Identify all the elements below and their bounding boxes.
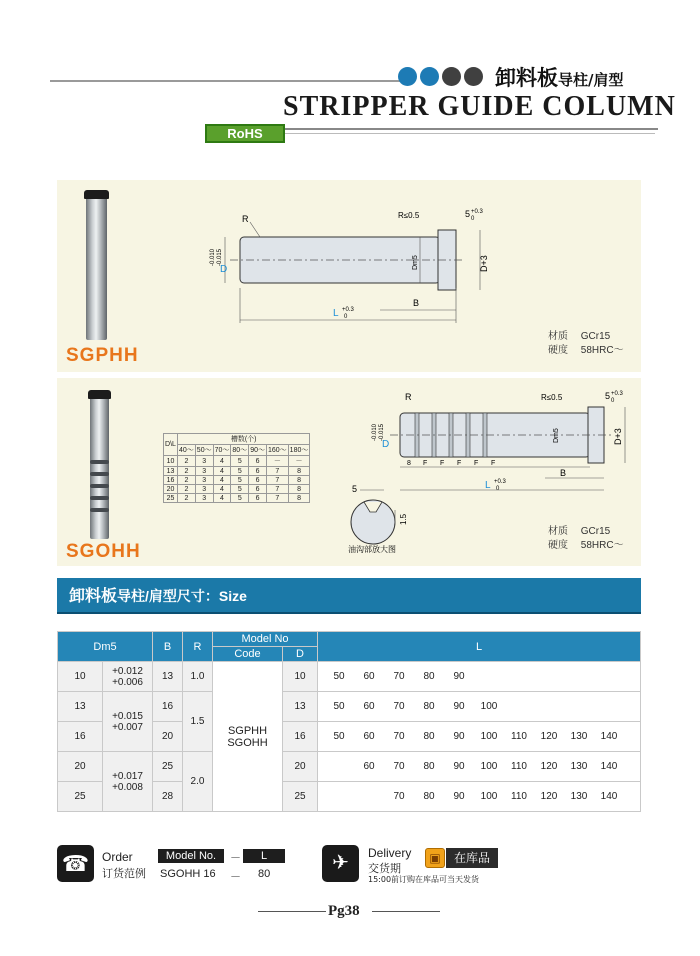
sgohh-dim-l-up: +0.3 [494, 479, 506, 485]
grv-row [164, 476, 310, 485]
dot-4 [464, 67, 483, 86]
grv-range: 40～ [178, 445, 196, 456]
sgphh-dim-d-up: -0.010 [210, 248, 216, 266]
l-value: 120 [540, 791, 558, 802]
grv-range: 180～ [288, 445, 310, 456]
order-cn: 订货范例 [102, 867, 146, 880]
cell-dm5: 20 [58, 752, 103, 782]
cell-dm5: 25 [58, 782, 103, 812]
grv-dl-header: D\L [164, 434, 178, 456]
l-value: 90 [453, 671, 465, 682]
table-row [58, 692, 641, 722]
grv-cell: 7 [266, 494, 288, 503]
sgohh-dim-r: R [405, 392, 412, 402]
cell-dm5: 10 [58, 662, 103, 692]
l-value: 60 [363, 731, 375, 742]
title-underline [283, 128, 658, 130]
th-l: L [318, 632, 641, 662]
cell-code [213, 662, 283, 812]
grv-row [164, 494, 310, 503]
grv-cell: 8 [288, 476, 310, 485]
grv-cell: 16 [164, 476, 178, 485]
grv-range: 90～ [249, 445, 267, 456]
th-r: R [183, 632, 213, 662]
grv-cell: 3 [195, 456, 213, 467]
model-no-label: Model No. [158, 849, 224, 863]
grv-cell: 5 [231, 456, 249, 467]
grv-cell: 5 [231, 476, 249, 485]
cell-l [318, 722, 641, 752]
page-title-en: STRIPPER GUIDE COLUMN [283, 91, 676, 122]
cell-d: 16 [283, 722, 318, 752]
sgohh-dim-dm5: Dm5 [553, 428, 560, 443]
grv-cell: 6 [249, 476, 267, 485]
l-value: 90 [453, 701, 465, 712]
sgphh-dim-5: 5 [465, 209, 471, 219]
cell-b: 28 [153, 782, 183, 812]
page-title-cn: 卸料板导柱/肩型 [495, 66, 624, 90]
sgphh-drawing [180, 200, 510, 330]
sgohh-dim-f2: F [440, 460, 445, 467]
cell-b: 16 [153, 692, 183, 722]
grv-cell: 4 [213, 485, 231, 494]
l-value [534, 671, 564, 682]
l-value [564, 701, 594, 712]
l-value [564, 671, 594, 682]
sgphh-dim-5-lo: 0 [471, 216, 475, 222]
grv-cell: 2 [178, 456, 196, 467]
grv-cell: 5 [231, 467, 249, 476]
stock-label: 在库品 [446, 848, 498, 868]
grv-cell: 2 [178, 476, 196, 485]
sgphh-dim-b: B [413, 298, 420, 308]
grv-row [164, 485, 310, 494]
th-dm5: Dm5 [58, 632, 153, 662]
code-name: SGOHH [227, 736, 268, 749]
sgohh-rod-image [90, 396, 109, 539]
l-value [504, 701, 534, 712]
sgohh-dim-d-lo: -0.015 [379, 423, 385, 441]
grv-cell: 25 [164, 494, 178, 503]
grv-cell: 2 [178, 494, 196, 503]
cell-b: 25 [153, 752, 183, 782]
cell-d: 20 [283, 752, 318, 782]
size-section-bar: 卸料板导柱/肩型尺寸：Size [57, 578, 641, 614]
sgohh-dim-b: B [560, 468, 567, 478]
sgphh-rod-head [84, 190, 109, 199]
cell-tolerance: +0.015 +0.007 [103, 692, 153, 752]
grv-cell: 7 [266, 476, 288, 485]
phone-icon: ☎ [57, 845, 94, 882]
l-value: 80 [423, 791, 435, 802]
grv-cell: 6 [249, 456, 267, 467]
sgphh-dim-l: L [333, 308, 339, 319]
l-value: 120 [540, 731, 558, 742]
l-value [594, 671, 624, 682]
l-label: L [243, 849, 285, 863]
l-value: 80 [423, 701, 435, 712]
grv-cell: 7 [266, 467, 288, 476]
grv-cell: 2 [178, 467, 196, 476]
groove-caption: 油沟部放大图 [348, 545, 396, 554]
grv-cell: 2 [178, 485, 196, 494]
grv-cell: 4 [213, 476, 231, 485]
cell-l [318, 662, 641, 692]
l-value: 130 [570, 791, 588, 802]
sgohh-dim-5-up: +0.3 [611, 391, 623, 397]
l-value [324, 791, 354, 802]
th-model: Model No [213, 632, 318, 647]
delivery-cn: 交货期 [368, 862, 401, 875]
cell-dm5: 13 [58, 692, 103, 722]
l-value [534, 701, 564, 712]
page-rule-right [372, 911, 440, 912]
grv-range: 50～ [195, 445, 213, 456]
sgohh-dim-f4: F [474, 460, 479, 467]
grv-cell: 7 [266, 485, 288, 494]
l-value [324, 761, 354, 772]
grv-main-header: 槽数(个) [178, 434, 310, 445]
cell-dm5: 16 [58, 722, 103, 752]
code-name: SGPHH [227, 724, 268, 737]
l-value: 70 [393, 701, 405, 712]
cell-tolerance: +0.017 +0.008 [103, 752, 153, 812]
l-value: 90 [453, 731, 465, 742]
l-value: 60 [363, 701, 375, 712]
sgohh-rod-head [88, 390, 111, 399]
groove-dim-5: 5 [352, 484, 358, 494]
cell-d: 25 [283, 782, 318, 812]
l-value: 110 [511, 761, 527, 772]
l-value: 50 [333, 731, 345, 742]
grv-cell: 4 [213, 467, 231, 476]
grv-range: 160～ [266, 445, 288, 456]
sgphh-rod-image [86, 196, 107, 340]
grv-cell: 6 [249, 485, 267, 494]
table-row [58, 662, 641, 692]
example-model: SGOHH 16 [160, 868, 216, 880]
dot-3 [442, 67, 461, 86]
sgphh-title: SGPHH [66, 345, 139, 366]
page-rule-left [258, 911, 326, 912]
groove-5 [90, 508, 109, 512]
groove-detail [340, 480, 420, 555]
sgphh-dim-5-up: +0.3 [471, 209, 483, 215]
th-b: B [153, 632, 183, 662]
grv-row [164, 456, 310, 467]
sgphh-dim-l-lo: 0 [344, 314, 348, 320]
cell-d: 10 [283, 662, 318, 692]
cell-tolerance: +0.012 +0.006 [103, 662, 153, 692]
order-dash-1: － [230, 852, 241, 864]
sgohh-dim-8: 8 [407, 460, 411, 467]
groove-4 [90, 496, 109, 500]
grv-cell: 8 [288, 467, 310, 476]
grv-cell: 8 [288, 485, 310, 494]
cell-d: 13 [283, 692, 318, 722]
grv-cell: 5 [231, 494, 249, 503]
grv-row [164, 467, 310, 476]
sgohh-dim-d3: D+3 [613, 428, 623, 445]
sgphh-dim-r: R [242, 214, 249, 224]
grv-cell: － [288, 456, 310, 467]
cell-r: 1.5 [183, 692, 213, 752]
l-value: 110 [511, 731, 527, 742]
grv-cell: 3 [195, 476, 213, 485]
header-rule [50, 80, 400, 82]
dot-1 [398, 67, 417, 86]
grv-cell: 6 [249, 494, 267, 503]
l-value: 80 [423, 671, 435, 682]
l-value: 90 [453, 761, 465, 772]
sgohh-dim-d: D [382, 439, 390, 450]
table-row [58, 752, 641, 782]
order-en: Order [102, 850, 133, 864]
sgohh-dim-f5: F [491, 460, 496, 467]
l-value: 100 [480, 731, 498, 742]
sgohh-dim-l-lo: 0 [496, 486, 500, 492]
sgohh-title: SGOHH [66, 541, 141, 562]
groove-count-table [163, 433, 310, 503]
example-l: 80 [258, 868, 271, 880]
l-value [474, 671, 504, 682]
sgohh-spec: 材质 GCr15 硬度 58HRC～ [548, 526, 624, 551]
l-value: 130 [570, 761, 588, 772]
l-value: 110 [511, 791, 527, 802]
grv-cell: 4 [213, 456, 231, 467]
grv-cell: 3 [195, 494, 213, 503]
cell-r: 2.0 [183, 752, 213, 812]
l-value: 140 [600, 731, 618, 742]
grv-cell: 4 [213, 494, 231, 503]
sgphh-dim-r05: R≤0.5 [398, 211, 420, 220]
grv-cell: 10 [164, 456, 178, 467]
grv-cell: 3 [195, 467, 213, 476]
sgohh-dim-d-up: -0.010 [372, 423, 378, 441]
cell-r: 1.0 [183, 662, 213, 692]
l-value: 140 [600, 791, 618, 802]
l-value: 140 [600, 761, 618, 772]
l-value: 130 [570, 731, 588, 742]
grv-cell: 20 [164, 485, 178, 494]
sgphh-dim-d: D [220, 264, 228, 275]
l-value: 80 [423, 761, 435, 772]
th-d: D [283, 647, 318, 662]
l-value: 50 [333, 701, 345, 712]
size-table [57, 631, 641, 812]
cell-l [318, 782, 641, 812]
l-value: 70 [393, 671, 405, 682]
sgphh-spec: 材质 GCr15 硬度 58HRC～ [548, 331, 624, 356]
groove-dim-15: 1.5 [399, 513, 408, 525]
grv-cell: 5 [231, 485, 249, 494]
l-value: 100 [480, 701, 498, 712]
groove-2 [90, 472, 109, 476]
l-value: 60 [363, 761, 375, 772]
grv-cell: 8 [288, 494, 310, 503]
sgohh-dim-5-lo: 0 [611, 398, 615, 404]
box-icon: ▣ [425, 848, 445, 868]
cell-b: 20 [153, 722, 183, 752]
l-value: 80 [423, 731, 435, 742]
sgohh-dim-f3: F [457, 460, 462, 467]
l-value: 100 [480, 791, 498, 802]
cell-l [318, 692, 641, 722]
sgphh-dim-dm5: Dm5 [412, 255, 419, 270]
sgphh-dim-d-lo: -0.015 [217, 248, 223, 266]
grv-cell: － [266, 456, 288, 467]
cell-b: 13 [153, 662, 183, 692]
l-value: 90 [453, 791, 465, 802]
cell-l [318, 752, 641, 782]
l-value [594, 701, 624, 712]
th-code: Code [213, 647, 283, 662]
l-value: 50 [333, 671, 345, 682]
l-value: 70 [393, 761, 405, 772]
rohs-rule [285, 133, 655, 134]
rohs-badge: RoHS [205, 124, 285, 143]
l-value: 100 [480, 761, 498, 772]
page-number: Pg38 [328, 903, 360, 919]
l-value: 60 [363, 671, 375, 682]
delivery-note: 15:00前订购在库品可当天发货 [368, 875, 480, 884]
sgphh-dim-d3: D+3 [479, 255, 489, 272]
groove-1 [90, 460, 109, 464]
sgohh-dim-f1: F [423, 460, 428, 467]
sgohh-dim-l: L [485, 480, 491, 491]
sgohh-dim-5: 5 [605, 391, 611, 401]
grv-cell: 13 [164, 467, 178, 476]
header-dots [398, 67, 483, 86]
grv-cell: 6 [249, 467, 267, 476]
sgohh-dim-r05: R≤0.5 [541, 393, 563, 402]
order-dash-2: － [230, 871, 241, 883]
dot-2 [420, 67, 439, 86]
l-value: 70 [393, 731, 405, 742]
plane-icon: ✈ [322, 845, 359, 882]
grv-range: 80～ [231, 445, 249, 456]
sgphh-dim-l-up: +0.3 [342, 307, 354, 313]
l-value: 120 [540, 761, 558, 772]
delivery-en: Delivery [368, 846, 412, 860]
groove-3 [90, 484, 109, 488]
l-value [504, 671, 534, 682]
l-value [354, 791, 384, 802]
grv-range: 70～ [213, 445, 231, 456]
l-value: 70 [393, 791, 405, 802]
grv-cell: 3 [195, 485, 213, 494]
